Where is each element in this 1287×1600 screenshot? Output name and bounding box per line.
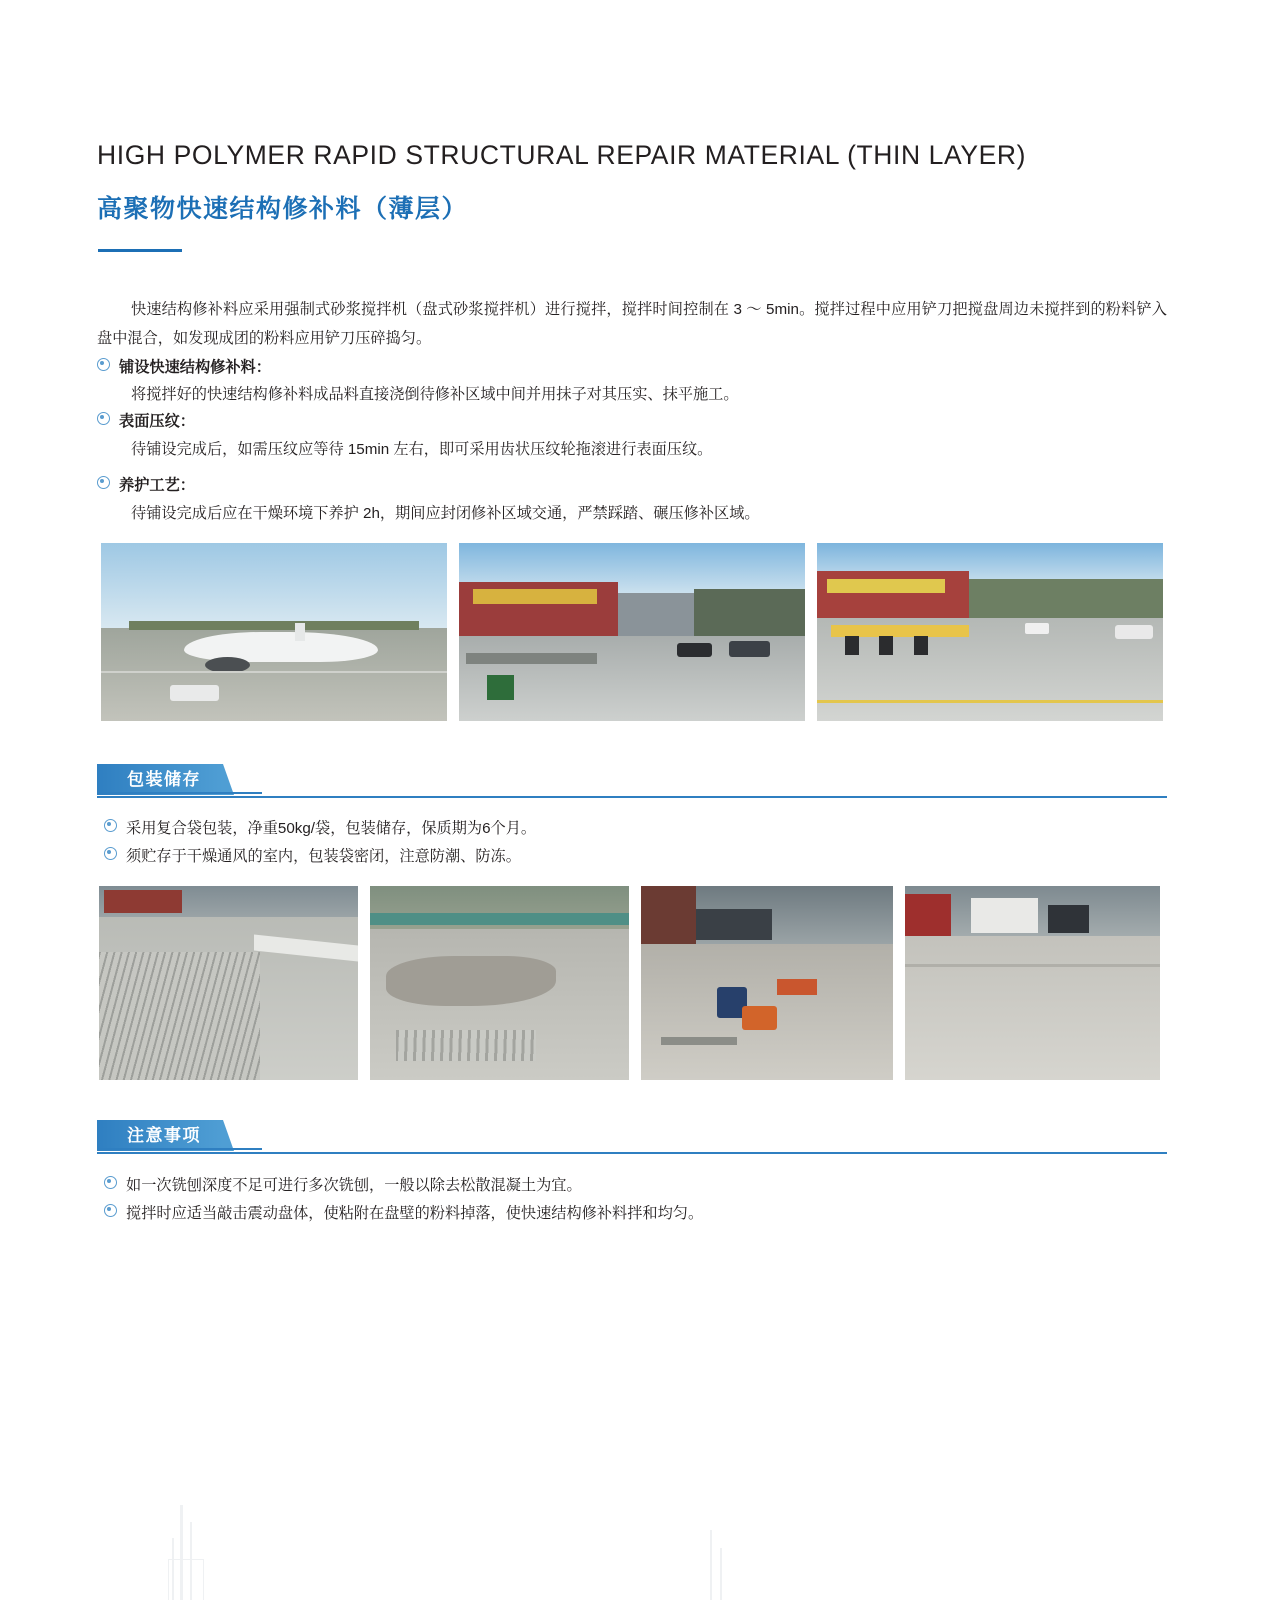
section-underline xyxy=(97,1152,1167,1154)
grooved-pavement-photo xyxy=(99,886,358,1080)
step-heading-3 xyxy=(97,473,1167,499)
step-heading-2-label: 表面压纹： xyxy=(119,413,195,430)
section-underline-accent xyxy=(97,792,262,794)
step-heading-1-label: 铺设快速结构修补料： xyxy=(119,359,271,376)
packaging-item-2 xyxy=(104,843,1164,870)
road-cones-photo xyxy=(817,543,1163,721)
finished-surface-photo xyxy=(905,886,1160,1080)
bullet-ring-icon xyxy=(104,1204,117,1217)
bullet-ring-icon xyxy=(97,358,110,371)
precaution-item-2-label: 搅拌时应适当敲击震动盘体，使粘附在盘壁的粉料掉落，使快速结构修补料拌和均匀。 xyxy=(126,1205,704,1222)
intro-paragraph: 快速结构修补料应采用强制式砂浆搅拌机（盘式砂浆搅拌机）进行搅拌，搅拌时间控制在 3 ～ 5min。搅拌过程中应用铲刀把搅盘周边未搅拌到的粉料铲入盘中混合，如发现成团的粉料应用铲刀压碎捣匀。 xyxy=(97,301,1167,347)
step-detail-1: 将搅拌好的快速结构修补料成品料直接浇倒待修补区域中间并用抹子对其压实、抹平施工。 xyxy=(131,386,739,403)
section-underline-accent xyxy=(97,1148,262,1150)
packaging-item-1-label: 采用复合袋包装，净重50kg/袋，包装储存，保质期为6个月。 xyxy=(126,820,537,837)
footer-watermark xyxy=(150,1490,770,1600)
section-header-precautions xyxy=(97,1120,1167,1154)
bullet-ring-icon xyxy=(104,819,117,832)
section-underline xyxy=(97,796,1167,798)
bullet-ring-icon xyxy=(97,476,110,489)
step-heading-3-label: 养护工艺： xyxy=(119,477,195,494)
title-divider xyxy=(98,249,182,252)
packaging-item-2-label: 须贮存于干燥通风的室内，包装袋密闭，注意防潮、防冻。 xyxy=(126,848,521,865)
gas-station-repair-photo xyxy=(641,886,893,1080)
bullet-ring-icon xyxy=(104,1176,117,1189)
section-tab-label: 包装储存 xyxy=(97,764,223,795)
step-heading-1 xyxy=(97,355,1167,381)
precaution-item-1-label: 如一次铣刨深度不足可进行多次铣刨，一般以除去松散混凝土为宜。 xyxy=(126,1177,582,1194)
street-repair-photo xyxy=(459,543,805,721)
precaution-item-2 xyxy=(104,1200,1164,1227)
bullet-ring-icon xyxy=(97,412,110,425)
packaging-item-1 xyxy=(104,815,1164,842)
step-detail-3: 待铺设完成后应在干燥环境下养护 2h，期间应封闭修补区域交通，严禁踩踏、碾压修补区域。 xyxy=(131,505,760,522)
page-title-chinese: 高聚物快速结构修补料（薄层） xyxy=(97,195,469,223)
section-header-packaging-storage xyxy=(97,764,1167,798)
airport-apron-photo xyxy=(101,543,447,721)
step-detail-2: 待铺设完成后，如需压纹应等待 15min 左右，即可采用齿状压纹轮拖滚进行表面压纹。 xyxy=(131,441,713,458)
precaution-item-1 xyxy=(104,1172,1164,1199)
damaged-pavement-photo xyxy=(370,886,629,1080)
section-tab-label: 注意事项 xyxy=(97,1120,223,1151)
bullet-ring-icon xyxy=(104,847,117,860)
step-heading-2 xyxy=(97,409,1167,435)
page-title-english: HIGH POLYMER RAPID STRUCTURAL REPAIR MATERIAL (THIN LAYER) xyxy=(97,140,1027,170)
